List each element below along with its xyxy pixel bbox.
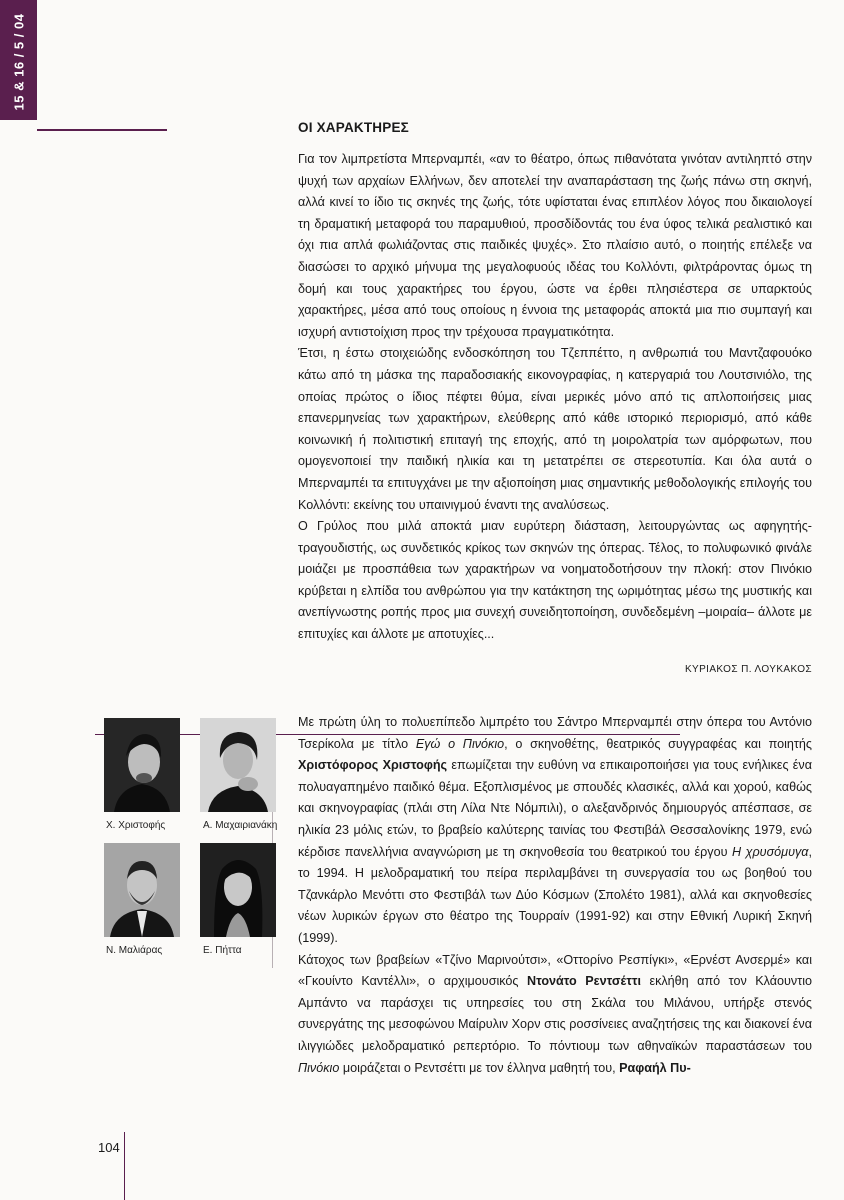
date-tab-label: 15 & 16 / 5 / 04	[11, 13, 26, 111]
bio-text: Κάτοχος των βραβείων «Τζίνο Μαρινούτσι», «Οττορίνο Ρεσπίγκι», «Ερνέστ Ανσερμέ» και «Γκουίντο Καντέλλι», ο αρχιμουσικός	[298, 952, 812, 989]
article-body	[298, 149, 812, 646]
work-title-italic: Η χρυσόμυγα	[731, 844, 809, 859]
page-number: 104	[98, 1140, 120, 1155]
bio-text: , το 1994. Η μελοδραματική του πείρα περιλαμβάνει τη συνεργασία του ως βοηθού του Τζανκάρλο Μενόττι στο Φεστιβάλ των Δύο Κόσμων (Σπολέτο 1981), αλλά και σκηνοθεσίες νέων λυρικών έργων στο θέατρο της Τουρραίν (1991-92) και στην Εθνική Λυρική Σκηνή (1999).	[298, 844, 812, 945]
bio-text: εκλήθη από τον Κλάουντιο Αμπάντο να παράσχει τις υπηρεσίες του στη Σκάλα του Μιλάνου, υπήρξε στενός συνεργάτης της μεσοφώνου Μαίρυλιν Χορν στις ροσσίνειες αναζητήσεις της και διακονεί ένα ιλιγγιώδες μελοδραματικό ρεπερτόριο. Το πόντιουμ των αθηναϊκών παραστάσεων του	[298, 974, 813, 1053]
page-number-rule	[124, 1132, 125, 1200]
photo-caption: Ε. Πήττα	[203, 945, 242, 956]
person-name-bold: Ραφαήλ Πυ-	[619, 1060, 691, 1075]
article-paragraph: Για τον λιμπρετίστα Μπερναμπέι, «αν το θέατρο, όπως πιθανότατα γινόταν αντιληπτό στην ψυχή των αρχαίων Ελλήνων, δεν αποτελεί την αναπαράσταση της ζωής πάνω στη σκηνή, αλλά κινεί το ίδιο τις σκηνές της ζωής, τότε υφίσταται ένας επιπλέον λόγος που δικαιολογεί τη δραματική μεταφορά του παραμυθιού, προσδίδοντάς του ένα ύφος τελικά ρεαλιστικό και όχι πια απλά φωλιάζοντας στις παιδικές ψυχές». Στο πλαίσιο αυτό, ο ποιητής επέλεξε να διασώσει το αρχικό μήνυμα της μεγαλοφυούς ιδέας του Κολλόντι, φιλτράροντας όμως τη δομή και τους χαρακτήρες του έργου, ώστε να έρθει πλησιέστερα σε υπαρκτούς χαρακτήρες, μέσα από τους οποίους η έννοια της μεταφοράς αποκτά μια πιο συμπαγή και ισχυρή αντιστοίχιση προς την τρέχουσα πραγματικότητα.	[298, 152, 812, 339]
photo-caption: Α. Μαχαιριανάκη	[203, 820, 278, 831]
date-tab	[0, 0, 37, 120]
work-title-italic: Πινόκιο	[298, 1060, 340, 1075]
bio-text: επωμίζεται την ευθύνη να επικαιροποιήσει για τους ενήλικες ένα πολυαγαπημένο παιδικό θέμα. Εξοπλισμένος με σπουδές κλασικές, αλλά και χορού, καθώς και σκηνογραφίας (πλάι στη Λίλα Ντε Νόμπιλι), ο αλεξανδρινός δημιουργός απέσπασε, σε ηλικία 23 μόλις ετών, το βραβείο καλύτερης ταινίας του Φεστιβάλ Θεσσαλονίκης 1979, ενώ κέρδισε πανελλήνια αναγνώριση με τη σκηνοθεσία του θεατρικού του έργου	[298, 758, 812, 859]
author-byline: ΚΥΡΙΑΚΟΣ Π. ΛΟΥΚΑΚΟΣ	[684, 664, 812, 675]
bio-paragraph-conductor	[298, 950, 812, 1080]
photo-caption: Ν. Μαλιάρας	[106, 945, 163, 956]
accent-rule-top	[37, 129, 167, 131]
article-paragraph: Έτσι, η έστω στοιχειώδης ενδοσκόπηση του Τζεππέττο, η ανθρωπιά του Μαντζαφουόκο κάτω από τη μάσκα της παραδοσιακής εικονογραφίας, η κατεργαριά του Λουτσινιόλο, της οποίας πρώτος ο ίδιος πέφτει θύμα, είναι μερικές μόνο από τις απλοποιήσεις μιας επανερμηνείας των χαρακτήρων, ελεύθερης από κάθε ιστορικό περιορισμό, από κάθε κοινωνική ή πολιτιστική επιταγή της εποχής, από τη μοιρολατρία των αμόρφωτων, που ομογενοποιεί την παιδική ηλικία και τη μετατρέπει σε στερεοτυπία. Και όλα αυτά ο Μπερναμπέι τα επιτυγχάνει με την αξιοποίηση μιας σημαντικής μεθοδολογικής επιλογής του Κολλόντι: εκείνης του υπαινιγμού έναντι της αναλύσεως.	[298, 346, 812, 512]
portrait-photo-pitta	[200, 843, 276, 937]
work-title-italic: Εγώ ο Πινόκιο	[415, 736, 505, 751]
person-name-bold: Ντονάτο Ρεντσέττι	[526, 974, 641, 989]
portrait-photo-christofis	[104, 718, 180, 812]
section-title: ΟΙ ΧΑΡΑΚΤΗΡΕΣ	[298, 120, 409, 135]
article-paragraph: Ο Γρύλος που μιλά αποκτά μιαν ευρύτερη διάσταση, λειτουργώντας ως αφηγητής-τραγουδιστής, ως συνδετικός κρίκος των σκηνών της όπερας. Τέλος, το πολυφωνικό φινάλε μοιάζει με προσπάθεια των χαρακτήρων να νοηματοδοτήσουν την πλοκή: στον Πινόκιο κρύβεται η ελπίδα του ανθρώπου για την κατάκτηση της ωριμότητας μέσω της μυστικής και ανεπίγνωστης ροπής προς μια συνεχή συνειδητοποίηση, συνδεδεμένη –μοιραία– άλλοτε με επιτυχίες και άλλοτε με αποτυχίες...	[298, 519, 812, 642]
bio-text: Με πρώτη ύλη το πολυεπίπεδο λιμπρέτο του Σάντρο Μπερναμπέι στην όπερα του Αντόνιο Τσερίκολα με τίτλο	[298, 715, 812, 751]
bio-text: μοιράζεται ο Ρεντσέττι με τον έλληνα μαθητή του,	[339, 1060, 620, 1075]
bio-paragraph-director	[298, 712, 812, 950]
portrait-photo-maliaras	[104, 843, 180, 937]
photo-caption: Χ. Χριστοφής	[106, 820, 166, 831]
bio-body	[298, 712, 812, 1079]
person-name-bold: Χριστόφορος Χριστοφής	[298, 758, 448, 773]
portrait-photo-machairianaki	[200, 718, 276, 812]
bio-text: , ο σκηνοθέτης, θεατρικός συγγραφέας και ποιητής	[504, 736, 812, 751]
